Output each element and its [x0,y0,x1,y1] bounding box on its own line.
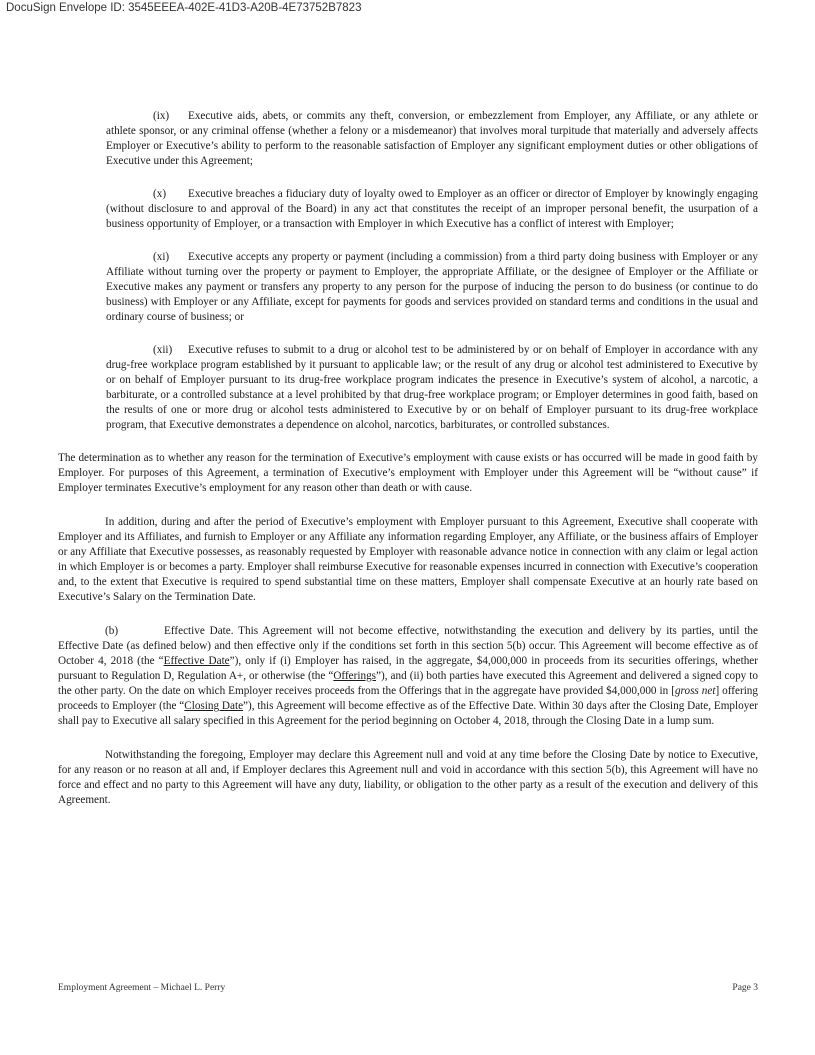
defined-term-effective-date: Effective Date [163,655,230,667]
clause-marker: (xii) [153,344,173,356]
page-number: Page 3 [732,983,758,993]
paragraph-text: ”), only if (i) Employer has raised, in the aggregate, $4,000,000 in proceeds from its securities offerings, whether pursuant to Regulation D, Regulation A+, or otherwise (the “ [58,655,758,682]
cooperation-paragraph: In addition, during and after the period of Executive’s employment with Employer pursuant to this Agreement, Executive shall cooperate with Employer and its Affiliates, and furnish to Employer or any Affiliate any information regarding Employer, any Affiliate, or the business affairs of Employer or any Affiliate that Executive possesses, as reasonably requested by Employer with reasonable advance notice in connection with any claim or legal action in which Employer is or becomes a party. Employer shall reimburse Executive for reasonable expenses incurred in connection with Executive’s cooperation and, to the extent that Executive is required to spend substantial time on these matters, Employer shall compensate Executive at an hourly rate based on Executive’s Salary on the Termination Date. [58,516,758,603]
clause-ix [106,109,758,169]
clause-text: Executive accepts any property or payment (including a commission) from a third party doing business with Employer or any Affiliate without turning over the property or payment to Employer, the appropriate Affiliate, or the designee of Employer or the Affiliate or Executive makes any payment or transfers any property to any person for the purpose of inducing the person to do business (or continue to do business) with Employer or any Affiliate, except for payments for goods and services provided on standard terms and conditions in the usual and ordinary course of business; or [106,251,758,323]
document-body [58,109,758,808]
clause-marker: (ix) [153,110,170,122]
clause-marker: (xi) [153,251,170,263]
section-heading: Effective Date. [164,625,234,637]
clause-x [106,187,758,232]
footer-document-title: Employment Agreement – Michael L. Perry [58,983,226,993]
paragraph-text: ] offering proceeds to Employer (the “ [58,685,758,712]
notwithstanding-paragraph: Notwithstanding the foregoing, Employer may declare this Agreement null and void at any time before the Closing Date by notice to Executive, for any reason or no reason at all and, if Employer declares this Agreement null and void in accordance with this section 5(b), this Agreement will have no force and effect and no party to this Agreement will have any duty, liability, or obligation to the other party as a result of the execution and delivery of this Agreement. [58,749,758,806]
page-footer [58,983,758,993]
section-marker: (b) [105,625,119,637]
defined-term-closing-date: Closing Date [184,700,244,712]
effective-date-paragraph [58,624,758,729]
clause-xii [106,343,758,433]
paragraph-text: ”), this Agreement will become effective as of the Effective Date. Within 30 days after the Closing Date, Employer shall pay to Executive all salary specified in this Agreement for the period beginning on October 4, 2018, through the Closing Date in a lump sum. [58,700,758,727]
paragraph-text: ”), and (ii) both parties have executed this Agreement and delivered a signed copy to the other party. On the date on which Employer receives proceeds from the Offerings that in the aggregate have provided $4,000,000 in [ [58,670,759,697]
clause-text: Executive breaches a fiduciary duty of loyalty owed to Employer as an officer or director of Employer by knowingly engaging (without disclosure to and approval of the Board) in any act that constitutes the receipt of an improper personal benefit, the usurpation of a business opportunity of Employer, or a transaction with Employer in which Executive has a conflict of interest with Employer; [106,188,758,230]
determination-paragraph: The determination as to whether any reason for the termination of Executive’s employment with cause exists or has occurred will be made in good faith by Employer. For purposes of this Agreement, a termination of Executive’s employment with Employer under this Agreement will be “without cause” if Employer terminates Executive’s employment for any reason other than death or with cause. [58,452,758,494]
defined-term-offerings: Offerings [333,670,377,682]
clause-xi [106,250,758,325]
clause-marker: (x) [153,188,167,200]
paragraph-text: This Agreement will not become effective, notwithstanding the execution and delivery by its parties, until the Effective Date (as defined below) and then effective only if the conditions set forth in this section 5(b) occur. This Agreement will become effective as of October 4, 2018 (the “ [58,625,758,667]
docusign-envelope-id: DocuSign Envelope ID: 3545EEEA-402E-41D3-A20B-4E73752B7823 [6,2,362,14]
clause-text: Executive aids, abets, or commits any theft, conversion, or embezzlement from Employer, any Affiliate, or any athlete or athlete sponsor, or any criminal offense (whether a felony or a misdemeanor) that involves moral turpitude that materially and adversely affects Employer or Executive’s ability to perform to the reasonable satisfaction of Employer any significant employment duties or other obligations of Executive under this Agreement; [106,110,758,167]
clause-text: Executive refuses to submit to a drug or alcohol test to be administered by or on behalf of Employer in accordance with any drug-free workplace program established by it pursuant to applicable law; or the result of any drug or alcohol test administered to Executive by or on behalf of Employer pursuant to its drug-free workplace program indicates the presence in Executive’s system of alcohol, a narcotic, a barbiturate, or a controlled substance at a level prohibited by that drug-free workplace program; or Employer determines in good faith, based on the results of one or more drug or alcohol tests administered to Executive by or on behalf of Employer pursuant to its drug-free workplace program, that Executive demonstrates a dependence on alcohol, narcotics, barbiturates, or controlled substances. [106,344,758,431]
gross-net-placeholder: gross net [674,685,716,697]
